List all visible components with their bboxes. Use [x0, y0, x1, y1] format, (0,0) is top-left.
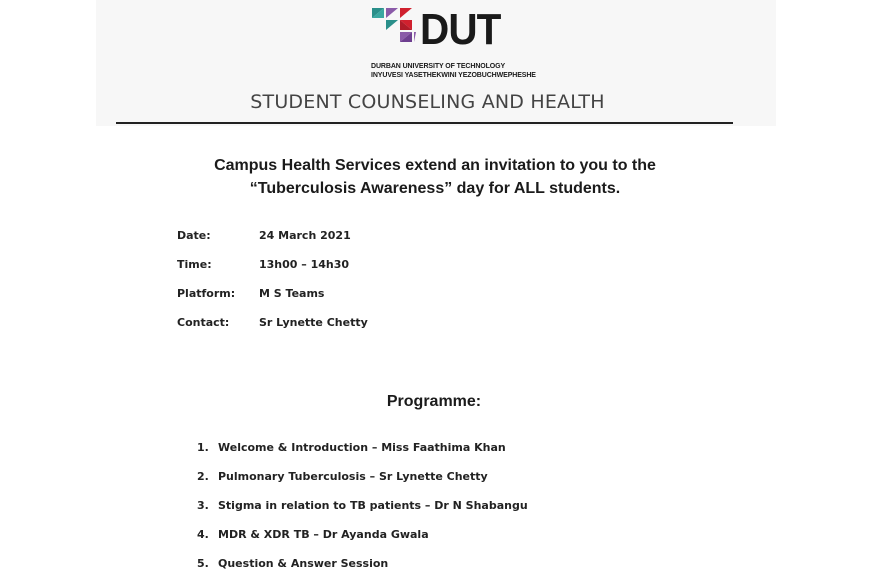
programme-item: [197, 499, 528, 512]
programme-title: Programme:: [386, 393, 482, 410]
logo-wordmark: DUT: [420, 5, 501, 54]
programme-item-number: 1.: [197, 441, 209, 454]
invitation-line-1: Campus Health Services extend an invitation to you to the: [214, 157, 656, 174]
programme-item-number: 4.: [197, 528, 209, 541]
programme-item-number: 5.: [197, 557, 209, 570]
programme-item-text: Pulmonary Tuberculosis – Sr Lynette Chetty: [218, 470, 488, 483]
detail-label: Date:: [177, 229, 211, 242]
dut-triangle-mark-icon: [370, 6, 418, 50]
invitation-line-2: “Tuberculosis Awareness” day for ALL students.: [249, 180, 621, 197]
programme-item: [197, 441, 506, 454]
dut-logo: [370, 5, 536, 82]
programme-item-text: Welcome & Introduction – Miss Faathima Khan: [218, 441, 506, 454]
detail-value: 24 March 2021: [259, 229, 351, 242]
detail-value: Sr Lynette Chetty: [259, 316, 368, 329]
detail-value: M S Teams: [259, 287, 325, 300]
department-title: STUDENT COUNSELING AND HEALTH: [250, 91, 605, 113]
detail-label: Time:: [177, 258, 212, 271]
detail-label: Platform:: [177, 287, 236, 300]
logo-university-name: DURBAN UNIVERSITY OF TECHNOLOGY: [371, 63, 506, 70]
detail-value: 13h00 – 14h30: [259, 258, 350, 271]
programme-item: [197, 557, 388, 570]
detail-label: Contact:: [177, 316, 230, 329]
logo-university-name-zulu: INYUVESI YASETHEKWINI YEZOBUCHWEPHESHE: [371, 72, 536, 79]
programme-item: [197, 528, 429, 541]
programme-item-text: MDR & XDR TB – Dr Ayanda Gwala: [218, 528, 429, 541]
programme-item-text: Question & Answer Session: [218, 557, 389, 570]
header-divider: [116, 122, 733, 124]
programme-item-text: Stigma in relation to TB patients – Dr N Shabangu: [218, 499, 528, 512]
programme-item: [197, 470, 488, 483]
programme-item-number: 3.: [197, 499, 209, 512]
programme-item-number: 2.: [197, 470, 209, 483]
